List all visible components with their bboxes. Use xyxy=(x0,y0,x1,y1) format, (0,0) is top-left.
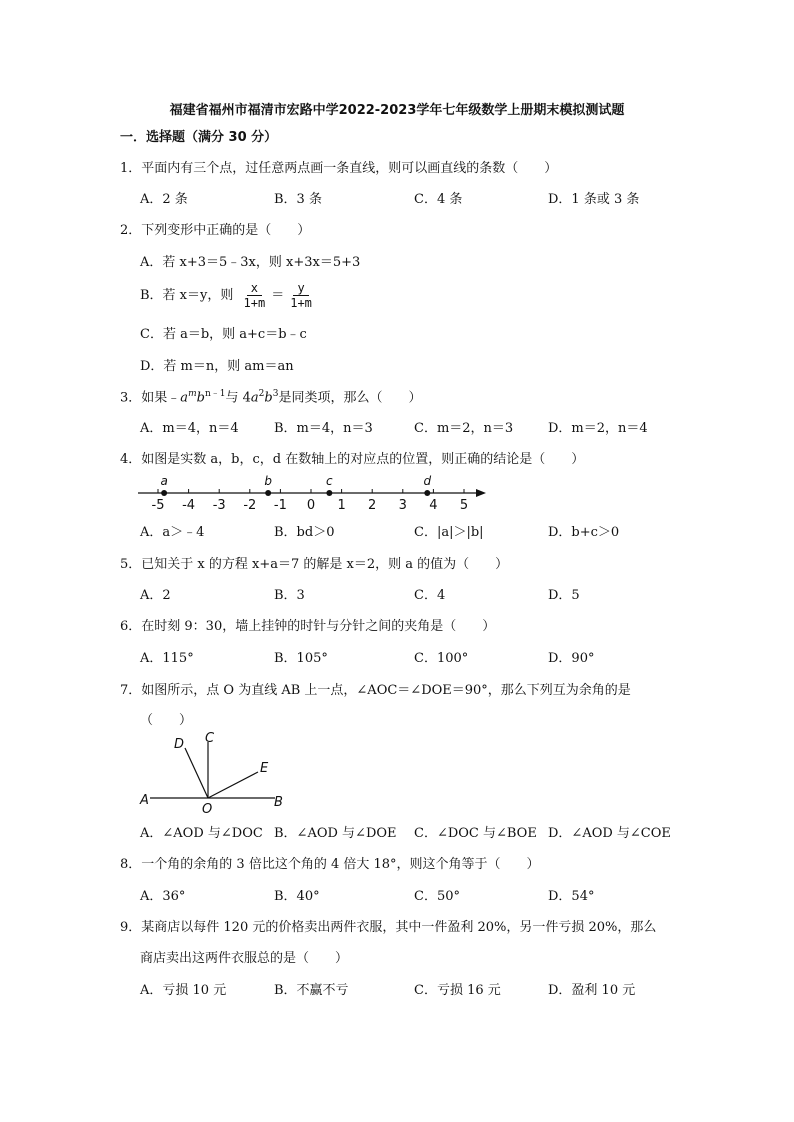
point-label-a: a xyxy=(160,474,168,488)
q4-option-a[interactable]: A．a＞﹣4 xyxy=(140,525,205,540)
question-stem: 如图所示，点 O 为直线 AB 上一点，∠AOC＝∠DOE＝90°，那么下列互为余角的是 xyxy=(141,683,631,698)
question-stem: 已知关于 x 的方程 x+a＝7 的解是 x＝2，则 a 的值为（ ） xyxy=(141,557,509,572)
point-a xyxy=(161,490,167,496)
tick-label: -1 xyxy=(273,498,287,513)
number-line-figure xyxy=(130,470,500,515)
exp-n-1: n﹣1 xyxy=(204,389,226,399)
q2-option-d[interactable]: D．若 m＝n，则 am＝an xyxy=(140,359,294,374)
tick-label: 1 xyxy=(337,498,346,513)
q8-option-b[interactable]: B．40° xyxy=(274,889,320,904)
label-c: C xyxy=(205,731,215,746)
stem-text: 与 4 xyxy=(225,390,251,406)
q8-option-d[interactable]: D．54° xyxy=(548,889,595,904)
tick-label: 4 xyxy=(429,498,438,513)
q5-option-c[interactable]: C．4 xyxy=(414,588,446,603)
q6-option-a[interactable]: A．115° xyxy=(140,651,194,666)
q3-option-c[interactable]: C．m＝2，n＝3 xyxy=(414,421,514,436)
ray-od xyxy=(185,748,208,798)
var-a: a xyxy=(250,390,259,406)
question-stem: 在时刻 9：30，墙上挂钟的时针与分针之间的夹角是（ ） xyxy=(141,619,496,634)
q2-option-c[interactable]: C．若 a＝b，则 a+c＝b﹣c xyxy=(140,327,307,342)
arrow-head-icon xyxy=(476,489,486,497)
q3-option-a[interactable]: A．m＝4，n＝4 xyxy=(140,421,239,436)
q1-option-b[interactable]: B．3 条 xyxy=(274,192,322,207)
q1-option-d[interactable]: D．1 条或 3 条 xyxy=(548,192,640,207)
var-a: a xyxy=(180,390,189,406)
question-number: 4． xyxy=(120,452,142,467)
q3-option-d[interactable]: D．m＝2，n＝4 xyxy=(548,421,648,436)
q2-option-b-prefix: B．若 x＝y，则 xyxy=(140,288,234,303)
ray-oe xyxy=(208,772,258,798)
question-7-continuation: （ ） xyxy=(140,713,193,728)
question-number: 7． xyxy=(120,683,142,698)
tick-label: -4 xyxy=(182,498,196,513)
point-b xyxy=(265,490,271,496)
q9-option-d[interactable]: D．盈利 10 元 xyxy=(548,983,636,998)
question-stem: 某商店以每件 120 元的价格卖出两件衣服，其中一件盈利 20%，另一件亏损 20%，那么 xyxy=(141,920,657,935)
q5-option-b[interactable]: B．3 xyxy=(274,588,305,603)
point-label-b: b xyxy=(264,474,272,488)
q7-option-d[interactable]: D．∠AOD 与∠COE xyxy=(548,826,671,841)
q7-option-a[interactable]: A．∠AOD 与∠DOC xyxy=(140,826,263,841)
label-d: D xyxy=(174,737,185,752)
q4-option-c[interactable]: C．|a|＞|b| xyxy=(414,525,484,540)
tick-label: 0 xyxy=(306,498,316,513)
q6-option-d[interactable]: D．90° xyxy=(548,651,595,666)
question-number: 3． xyxy=(120,390,142,406)
var-b: b xyxy=(264,390,273,406)
q2-option-b[interactable] xyxy=(140,281,318,310)
tick-label: 2 xyxy=(368,498,377,513)
label-e: E xyxy=(260,761,269,776)
label-b: B xyxy=(274,795,283,810)
stem-text: 是同类项，那么（ ） xyxy=(278,390,422,406)
q9-option-b[interactable]: B．不赢不亏 xyxy=(274,983,349,998)
label-a: A xyxy=(140,793,149,808)
question-4 xyxy=(120,448,584,467)
q7-option-c[interactable]: C．∠DOC 与∠BOE xyxy=(414,826,537,841)
question-number: 1． xyxy=(120,161,142,176)
q8-option-a[interactable]: A．36° xyxy=(140,889,186,904)
q9-option-c[interactable]: C．亏损 16 元 xyxy=(414,983,501,998)
question-stem: 下列变形中正确的是（ ） xyxy=(141,223,311,238)
question-9-continuation: 商店卖出这两件衣服总的是（ ） xyxy=(140,951,349,966)
tick-label: 3 xyxy=(398,498,407,513)
q1-option-c[interactable]: C．4 条 xyxy=(414,192,463,207)
tick-label: -3 xyxy=(212,498,226,513)
label-o: O xyxy=(202,802,213,817)
question-number: 5． xyxy=(120,557,142,572)
question-2 xyxy=(120,219,310,238)
tick-label: 5 xyxy=(459,498,469,513)
question-number: 6． xyxy=(120,619,142,634)
point-label-c: c xyxy=(326,474,333,488)
q3-option-b[interactable]: B．m＝4，n＝3 xyxy=(274,421,373,436)
question-stem: 平面内有三个点，过任意两点画一条直线，则可以画直线的条数（ ） xyxy=(141,161,558,176)
q4-option-d[interactable]: D．b+c＞0 xyxy=(548,525,620,540)
point-c xyxy=(326,490,332,496)
section-heading: 一．选择题（满分 30 分） xyxy=(120,130,278,145)
question-stem: 如图是实数 a，b，c，d 在数轴上的对应点的位置，则正确的结论是（ ） xyxy=(141,452,585,467)
question-number: 2． xyxy=(120,223,142,238)
point-label-d: d xyxy=(423,474,432,488)
var-b: b xyxy=(196,390,205,406)
fraction-y: $\frac{y}{1+m}$ xyxy=(290,281,312,310)
equals-sign: ＝ xyxy=(271,288,285,303)
q7-option-b[interactable]: B．∠AOD 与∠DOE xyxy=(274,826,397,841)
q1-option-a[interactable]: A．2 条 xyxy=(140,192,188,207)
q8-option-c[interactable]: C．50° xyxy=(414,889,460,904)
tick-label: -5 xyxy=(151,498,165,513)
angle-figure xyxy=(130,728,300,818)
question-8 xyxy=(120,853,540,872)
q6-option-c[interactable]: C．100° xyxy=(414,651,469,666)
exp-3: 3 xyxy=(272,389,279,399)
stem-text: 如果﹣ xyxy=(141,390,181,406)
q6-option-b[interactable]: B．105° xyxy=(274,651,328,666)
tick-label: -2 xyxy=(243,498,257,513)
q2-option-a[interactable]: A．若 x+3＝5﹣3x，则 x+3x＝5+3 xyxy=(140,255,361,270)
question-number: 9． xyxy=(120,920,142,935)
question-1 xyxy=(120,157,557,176)
question-stem: 一个角的余角的 3 倍比这个角的 4 倍大 18°，则这个角等于（ ） xyxy=(141,857,540,872)
fraction-x: $\frac{x}{1+m}$ xyxy=(243,281,266,310)
question-6 xyxy=(120,615,495,634)
q5-option-a[interactable]: A．2 xyxy=(140,588,171,603)
question-number: 8． xyxy=(120,857,142,872)
point-d xyxy=(424,490,430,496)
exp-m: m xyxy=(188,389,197,399)
question-7 xyxy=(120,679,631,698)
exp-2: 2 xyxy=(258,389,265,399)
question-9 xyxy=(120,916,656,935)
question-5 xyxy=(120,553,508,572)
q5-option-d[interactable]: D．5 xyxy=(548,588,580,603)
q9-option-a[interactable]: A．亏损 10 元 xyxy=(140,983,227,998)
question-3 xyxy=(120,386,421,405)
page-title: 福建省福州市福清市宏路中学2022-2023学年七年级数学上册期末模拟测试题 xyxy=(169,103,625,118)
q4-option-b[interactable]: B．bd＞0 xyxy=(274,525,335,540)
